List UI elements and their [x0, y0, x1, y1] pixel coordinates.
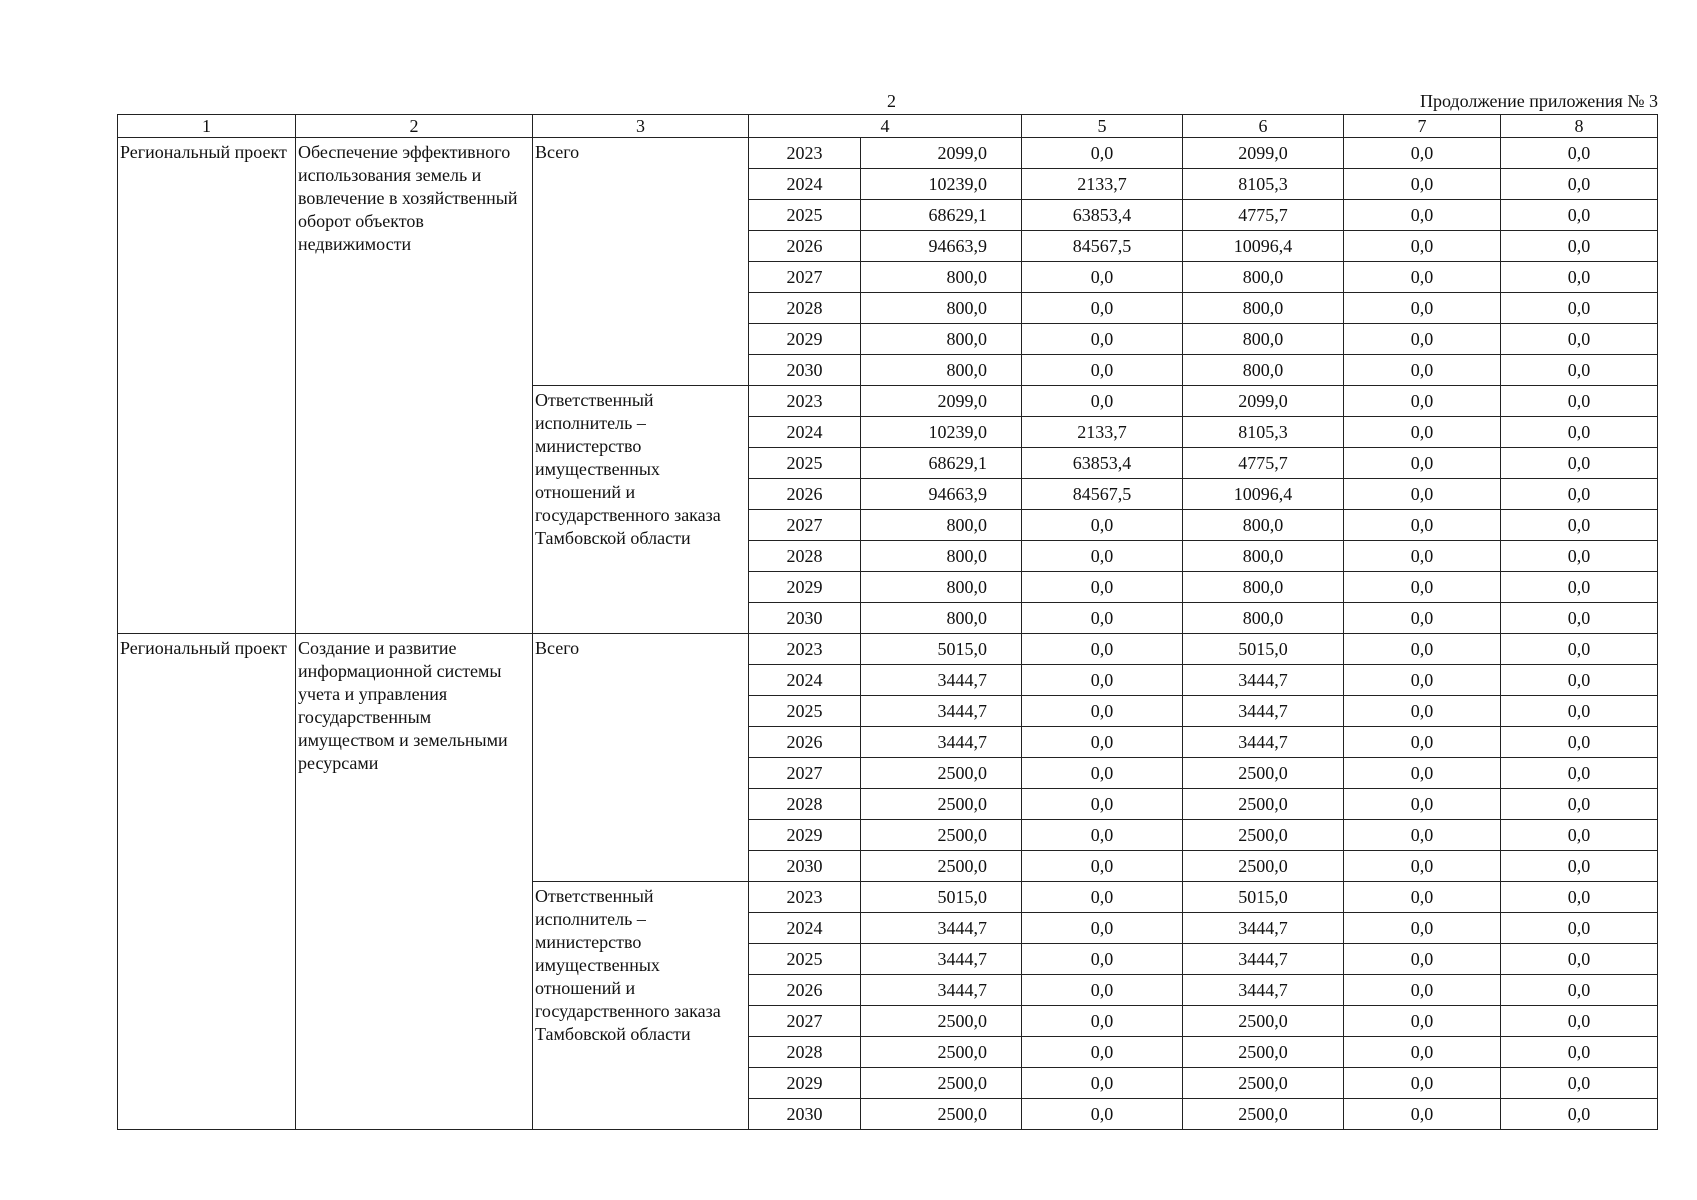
value-cell: 0,0 — [1501, 386, 1658, 417]
value-cell: 800,0 — [1183, 355, 1344, 386]
value-cell: 0,0 — [1344, 789, 1501, 820]
value-cell: 0,0 — [1022, 603, 1183, 634]
value-cell: 68629,1 — [861, 200, 1022, 231]
value-cell: 0,0 — [1344, 882, 1501, 913]
value-cell: 2500,0 — [861, 1099, 1022, 1130]
value-cell: 0,0 — [1501, 1037, 1658, 1068]
value-cell: 2500,0 — [1183, 1006, 1344, 1037]
funding-table — [117, 114, 1658, 1130]
value-cell: 0,0 — [1344, 324, 1501, 355]
value-cell: 3444,7 — [1183, 665, 1344, 696]
value-cell: 800,0 — [861, 262, 1022, 293]
value-cell: 2500,0 — [861, 820, 1022, 851]
value-cell: 2500,0 — [1183, 820, 1344, 851]
table-body — [118, 115, 1658, 1130]
value-cell: 0,0 — [1344, 572, 1501, 603]
value-cell: 2500,0 — [861, 789, 1022, 820]
value-cell: 800,0 — [861, 603, 1022, 634]
value-cell: 800,0 — [1183, 262, 1344, 293]
value-cell: 0,0 — [1501, 1068, 1658, 1099]
value-cell: 0,0 — [1501, 231, 1658, 262]
column-header: 7 — [1344, 115, 1501, 138]
value-cell: 800,0 — [1183, 541, 1344, 572]
year-cell: 2025 — [749, 944, 861, 975]
value-cell: 0,0 — [1344, 913, 1501, 944]
value-cell: 2500,0 — [1183, 1068, 1344, 1099]
value-cell: 0,0 — [1022, 789, 1183, 820]
year-cell: 2023 — [749, 882, 861, 913]
value-cell: 3444,7 — [861, 727, 1022, 758]
value-cell: 2500,0 — [1183, 789, 1344, 820]
value-cell: 0,0 — [1022, 262, 1183, 293]
year-cell: 2026 — [749, 479, 861, 510]
value-cell: 0,0 — [1501, 572, 1658, 603]
value-cell: 0,0 — [1344, 355, 1501, 386]
value-cell: 0,0 — [1022, 758, 1183, 789]
value-cell: 0,0 — [1344, 293, 1501, 324]
value-cell: 0,0 — [1022, 324, 1183, 355]
funding-source-cell: Всего — [533, 634, 749, 882]
table-row — [118, 634, 1658, 665]
value-cell: 68629,1 — [861, 448, 1022, 479]
value-cell: 800,0 — [861, 324, 1022, 355]
year-cell: 2028 — [749, 293, 861, 324]
value-cell: 0,0 — [1022, 1037, 1183, 1068]
value-cell: 3444,7 — [1183, 913, 1344, 944]
value-cell: 4775,7 — [1183, 200, 1344, 231]
value-cell: 0,0 — [1501, 479, 1658, 510]
value-cell: 3444,7 — [861, 665, 1022, 696]
header-row — [118, 115, 1658, 138]
value-cell: 0,0 — [1022, 944, 1183, 975]
value-cell: 0,0 — [1501, 758, 1658, 789]
value-cell: 84567,5 — [1022, 479, 1183, 510]
value-cell: 0,0 — [1344, 665, 1501, 696]
value-cell: 0,0 — [1501, 293, 1658, 324]
value-cell: 0,0 — [1501, 696, 1658, 727]
value-cell: 3444,7 — [1183, 696, 1344, 727]
value-cell: 0,0 — [1501, 727, 1658, 758]
value-cell: 0,0 — [1344, 820, 1501, 851]
value-cell: 0,0 — [1501, 913, 1658, 944]
value-cell: 0,0 — [1344, 1006, 1501, 1037]
value-cell: 10096,4 — [1183, 479, 1344, 510]
value-cell: 2500,0 — [1183, 1037, 1344, 1068]
column-header: 2 — [296, 115, 533, 138]
value-cell: 0,0 — [1344, 758, 1501, 789]
value-cell: 800,0 — [1183, 603, 1344, 634]
value-cell: 2500,0 — [861, 1006, 1022, 1037]
value-cell: 0,0 — [1501, 169, 1658, 200]
value-cell: 3444,7 — [1183, 944, 1344, 975]
value-cell: 800,0 — [861, 355, 1022, 386]
column-header: 6 — [1183, 115, 1344, 138]
value-cell: 0,0 — [1022, 696, 1183, 727]
page-number: 2 — [887, 91, 896, 111]
value-cell: 10096,4 — [1183, 231, 1344, 262]
value-cell: 0,0 — [1344, 386, 1501, 417]
year-cell: 2024 — [749, 665, 861, 696]
value-cell: 5015,0 — [861, 882, 1022, 913]
value-cell: 0,0 — [1022, 355, 1183, 386]
value-cell: 0,0 — [1022, 541, 1183, 572]
value-cell: 0,0 — [1501, 1099, 1658, 1130]
value-cell: 0,0 — [1344, 417, 1501, 448]
year-cell: 2024 — [749, 913, 861, 944]
year-cell: 2027 — [749, 758, 861, 789]
value-cell: 2500,0 — [861, 1068, 1022, 1099]
value-cell: 2099,0 — [861, 138, 1022, 169]
value-cell: 0,0 — [1501, 820, 1658, 851]
value-cell: 0,0 — [1344, 479, 1501, 510]
value-cell: 0,0 — [1501, 200, 1658, 231]
value-cell: 0,0 — [1344, 944, 1501, 975]
column-header: 5 — [1022, 115, 1183, 138]
year-cell: 2023 — [749, 634, 861, 665]
value-cell: 0,0 — [1344, 634, 1501, 665]
year-cell: 2026 — [749, 727, 861, 758]
value-cell: 0,0 — [1501, 882, 1658, 913]
column-header: 4 — [749, 115, 1022, 138]
value-cell: 2500,0 — [861, 851, 1022, 882]
value-cell: 0,0 — [1022, 665, 1183, 696]
value-cell: 0,0 — [1501, 944, 1658, 975]
year-cell: 2028 — [749, 1037, 861, 1068]
value-cell: 2099,0 — [1183, 138, 1344, 169]
value-cell: 3444,7 — [861, 696, 1022, 727]
value-cell: 0,0 — [1022, 975, 1183, 1006]
value-cell: 0,0 — [1501, 541, 1658, 572]
value-cell: 3444,7 — [1183, 975, 1344, 1006]
value-cell: 0,0 — [1344, 1099, 1501, 1130]
funding-source-cell: Всего — [533, 138, 749, 386]
value-cell: 3444,7 — [861, 944, 1022, 975]
table-row — [118, 138, 1658, 169]
year-cell: 2030 — [749, 851, 861, 882]
column-header: 3 — [533, 115, 749, 138]
value-cell: 84567,5 — [1022, 231, 1183, 262]
value-cell: 2500,0 — [1183, 1099, 1344, 1130]
value-cell: 800,0 — [1183, 324, 1344, 355]
year-cell: 2029 — [749, 820, 861, 851]
funding-source-cell: Ответственный исполнитель – министерство имущественных отношений и государственного заказа Тамбовской области — [533, 386, 749, 634]
year-cell: 2026 — [749, 231, 861, 262]
year-cell: 2023 — [749, 386, 861, 417]
year-cell: 2027 — [749, 262, 861, 293]
value-cell: 800,0 — [861, 541, 1022, 572]
value-cell: 0,0 — [1022, 820, 1183, 851]
year-cell: 2029 — [749, 572, 861, 603]
value-cell: 0,0 — [1022, 138, 1183, 169]
value-cell: 3444,7 — [1183, 727, 1344, 758]
value-cell: 0,0 — [1022, 913, 1183, 944]
value-cell: 5015,0 — [861, 634, 1022, 665]
value-cell: 0,0 — [1022, 851, 1183, 882]
year-cell: 2025 — [749, 200, 861, 231]
value-cell: 0,0 — [1501, 417, 1658, 448]
year-cell: 2027 — [749, 1006, 861, 1037]
year-cell: 2023 — [749, 138, 861, 169]
value-cell: 0,0 — [1344, 231, 1501, 262]
value-cell: 0,0 — [1501, 355, 1658, 386]
value-cell: 0,0 — [1344, 603, 1501, 634]
value-cell: 0,0 — [1022, 510, 1183, 541]
column-header: 1 — [118, 115, 296, 138]
value-cell: 2500,0 — [1183, 851, 1344, 882]
value-cell: 0,0 — [1344, 169, 1501, 200]
value-cell: 10239,0 — [861, 169, 1022, 200]
value-cell: 0,0 — [1344, 541, 1501, 572]
value-cell: 0,0 — [1501, 324, 1658, 355]
value-cell: 0,0 — [1344, 1068, 1501, 1099]
value-cell: 800,0 — [861, 572, 1022, 603]
value-cell: 0,0 — [1501, 448, 1658, 479]
value-cell: 0,0 — [1022, 727, 1183, 758]
value-cell: 800,0 — [861, 510, 1022, 541]
value-cell: 800,0 — [1183, 510, 1344, 541]
value-cell: 0,0 — [1344, 448, 1501, 479]
value-cell: 0,0 — [1344, 1037, 1501, 1068]
value-cell: 63853,4 — [1022, 448, 1183, 479]
value-cell: 0,0 — [1501, 510, 1658, 541]
value-cell: 2500,0 — [861, 1037, 1022, 1068]
value-cell: 0,0 — [1344, 510, 1501, 541]
value-cell: 0,0 — [1022, 572, 1183, 603]
value-cell: 2133,7 — [1022, 417, 1183, 448]
value-cell: 2099,0 — [1183, 386, 1344, 417]
year-cell: 2029 — [749, 1068, 861, 1099]
year-cell: 2030 — [749, 1099, 861, 1130]
year-cell: 2025 — [749, 448, 861, 479]
value-cell: 3444,7 — [861, 913, 1022, 944]
value-cell: 8105,3 — [1183, 417, 1344, 448]
value-cell: 0,0 — [1344, 262, 1501, 293]
project-type-cell: Региональный проект — [118, 138, 296, 634]
value-cell: 0,0 — [1022, 1006, 1183, 1037]
year-cell: 2029 — [749, 324, 861, 355]
value-cell: 94663,9 — [861, 231, 1022, 262]
value-cell: 0,0 — [1344, 975, 1501, 1006]
year-cell: 2024 — [749, 417, 861, 448]
value-cell: 0,0 — [1344, 851, 1501, 882]
project-type-cell: Региональный проект — [118, 634, 296, 1130]
year-cell: 2028 — [749, 541, 861, 572]
value-cell: 0,0 — [1344, 696, 1501, 727]
column-header: 8 — [1501, 115, 1658, 138]
project-name-cell: Создание и развитие информационной системы учета и управления государственным имуществом и земельными ресурсами — [296, 634, 533, 1130]
year-cell: 2030 — [749, 603, 861, 634]
value-cell: 10239,0 — [861, 417, 1022, 448]
value-cell: 94663,9 — [861, 479, 1022, 510]
year-cell: 2027 — [749, 510, 861, 541]
value-cell: 0,0 — [1022, 1099, 1183, 1130]
value-cell: 0,0 — [1501, 634, 1658, 665]
value-cell: 0,0 — [1344, 138, 1501, 169]
value-cell: 0,0 — [1501, 975, 1658, 1006]
value-cell: 0,0 — [1501, 1006, 1658, 1037]
year-cell: 2026 — [749, 975, 861, 1006]
value-cell: 2500,0 — [861, 758, 1022, 789]
value-cell: 63853,4 — [1022, 200, 1183, 231]
value-cell: 2099,0 — [861, 386, 1022, 417]
year-cell: 2028 — [749, 789, 861, 820]
value-cell: 0,0 — [1344, 200, 1501, 231]
funding-source-cell: Ответственный исполнитель – министерство имущественных отношений и государственного заказа Тамбовской области — [533, 882, 749, 1130]
year-cell: 2030 — [749, 355, 861, 386]
value-cell: 0,0 — [1501, 262, 1658, 293]
value-cell: 0,0 — [1501, 138, 1658, 169]
value-cell: 0,0 — [1501, 603, 1658, 634]
value-cell: 0,0 — [1501, 851, 1658, 882]
value-cell: 0,0 — [1022, 882, 1183, 913]
project-name-cell: Обеспечение эффективного использования земель и вовлечение в хозяйственный оборот объектов недвижимости — [296, 138, 533, 634]
value-cell: 0,0 — [1022, 634, 1183, 665]
value-cell: 0,0 — [1501, 789, 1658, 820]
value-cell: 0,0 — [1022, 293, 1183, 324]
value-cell: 0,0 — [1344, 727, 1501, 758]
continuation-label: Продолжение приложения № 3 — [1419, 91, 1658, 111]
value-cell: 0,0 — [1022, 1068, 1183, 1099]
value-cell: 4775,7 — [1183, 448, 1344, 479]
value-cell: 800,0 — [861, 293, 1022, 324]
value-cell: 2133,7 — [1022, 169, 1183, 200]
value-cell: 8105,3 — [1183, 169, 1344, 200]
value-cell: 0,0 — [1022, 386, 1183, 417]
value-cell: 5015,0 — [1183, 882, 1344, 913]
year-cell: 2025 — [749, 696, 861, 727]
value-cell: 800,0 — [1183, 572, 1344, 603]
value-cell: 0,0 — [1501, 665, 1658, 696]
value-cell: 2500,0 — [1183, 758, 1344, 789]
value-cell: 3444,7 — [861, 975, 1022, 1006]
value-cell: 800,0 — [1183, 293, 1344, 324]
year-cell: 2024 — [749, 169, 861, 200]
value-cell: 5015,0 — [1183, 634, 1344, 665]
